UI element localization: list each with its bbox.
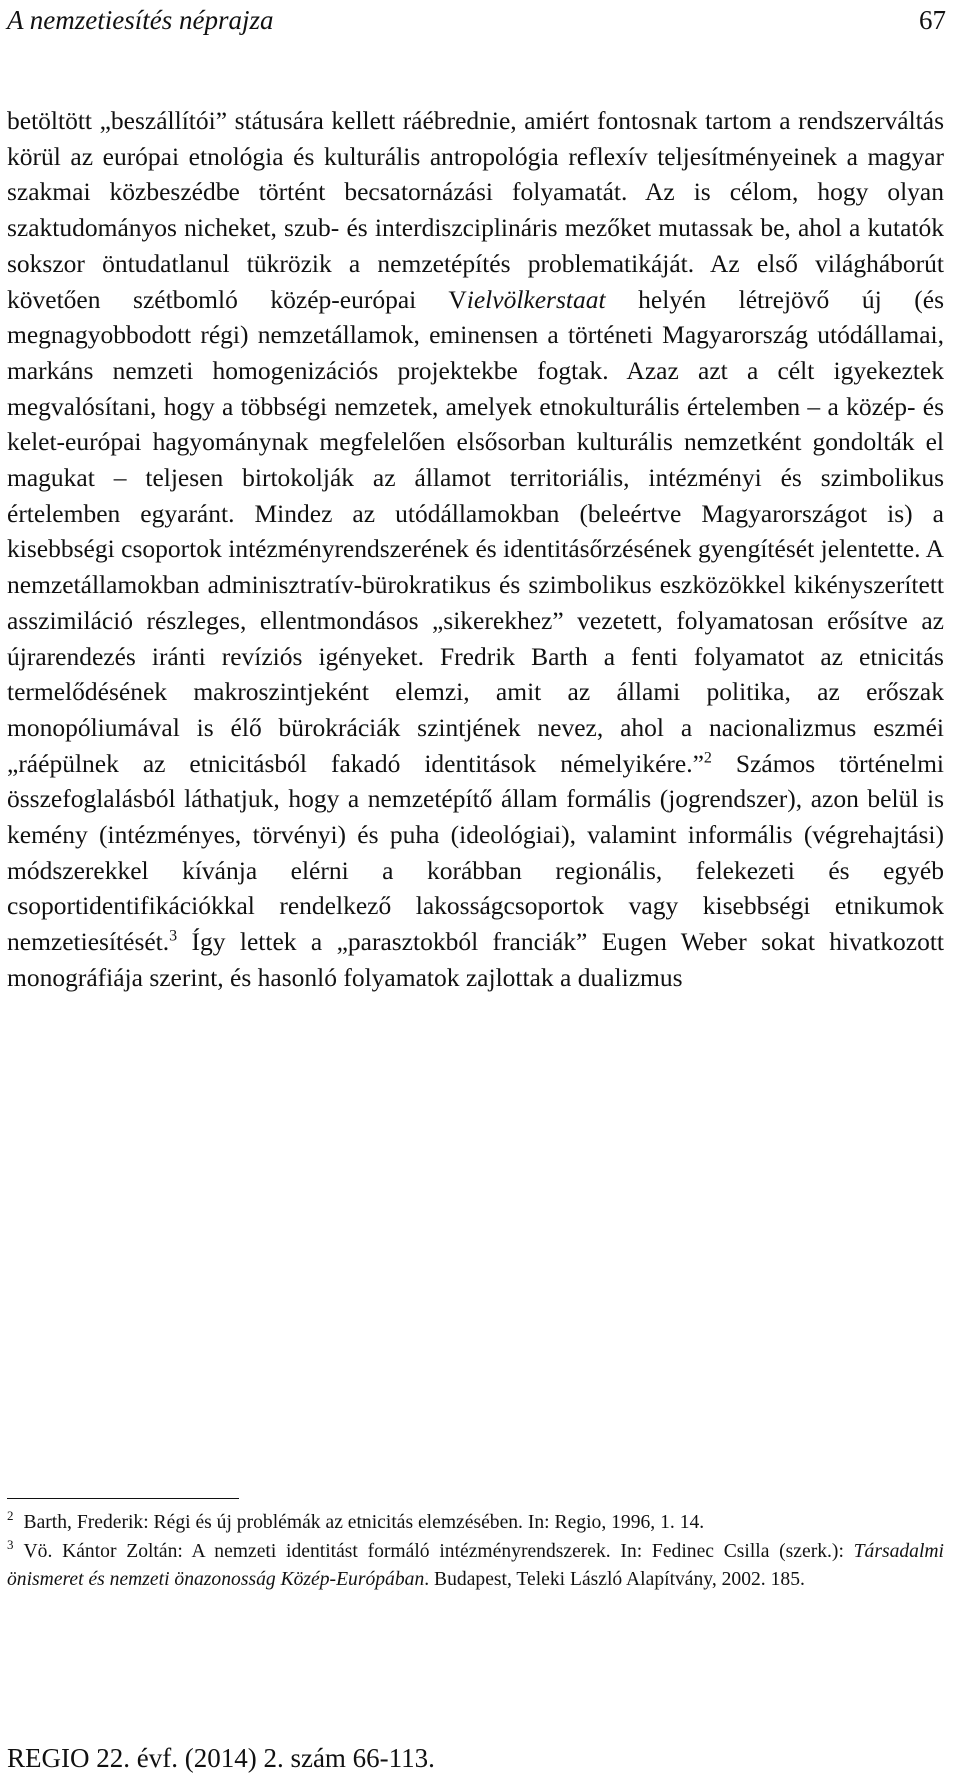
- running-header: [7, 2, 946, 38]
- footnote-text-end: . Budapest, Teleki László Alapítvány, 2002. 185.: [424, 1569, 805, 1591]
- footnote-ref-3[interactable]: 3: [169, 927, 178, 945]
- italic-term: ielvölkerstaat: [466, 284, 606, 314]
- footnote-separator: [7, 1498, 239, 1499]
- footnote-text: Vö. Kántor Zoltán: A nemzeti identitást formáló intézményrendszerek. In: Fedinec Csilla (szerk.):: [23, 1540, 854, 1562]
- running-footer: REGIO 22. évf. (2014) 2. szám 66-113.: [7, 1743, 435, 1773]
- footnote-2: [7, 1509, 944, 1538]
- footnotes: [7, 1509, 944, 1595]
- footnote-number: 2: [7, 1508, 14, 1524]
- footnote-number: 3: [7, 1537, 14, 1553]
- running-title: A nemzetiesítés néprajza: [7, 5, 274, 35]
- paragraph-2-end: Így lettek a „parasztokból franciák” Eugen Weber sokat hivatkozott monográfiája szerint, és hasonló folyamatok zajlottak a dualizmus: [7, 927, 944, 992]
- page-number: 67: [919, 5, 946, 35]
- paragraph-2-middle: helyén létrejövő új (és megnagyobbodott régi) nemzetállamok, eminensen a történeti Magyarország utódállamai, markáns nemzeti homogenizációs projektekbe fogtak. Azaz azt a célt igyekeztek megvalósítani, hogy a többségi nemzetek, amelyek etnokulturális értelemben – a közép- és kelet-európai hagyománynak megfelelően elsősorban kulturális nemzetként gondolták el magukat – teljesen birtokolják az államot territoriális, intézményi és szimbolikus értelemben egyaránt. Mindez az utódállamokban (beleértve Magyarországot is) a kisebbségi csoportok intézményrendszerének és identitásőrzésének gyengítését jelentette. A nemzetállamokban adminisztratív-bürokratikus és szimbolikus eszközökkel kikényszerített asszimiláció részleges, ellentmondásos „sikerekhez” vezetett, folyamatosan erősítve az újrarendezés iránti revíziós igényeket. Fredrik Barth a fenti folyamatot az etnicitás termelődésének makroszintjeként elemzi, amit az állami politika, az erőszak monopóliumával is élő bürokráciák szintjének nevez, ahol a nacionalizmus eszméi „ráépülnek az etnicitásból fakadó identitások némelyikére.”: [7, 284, 944, 778]
- paragraph-1: betöltött „beszállítói” státusára kellett ráébrednie, amiért fontosnak tartom a rendszerváltás körül az európai etnológia és kulturális antropológia reflexív teljesítményeinek a magyar szakmai közbeszédbe történt becsatornázási folyamatát. Az is célom, hogy olyan szaktudományos nicheket, szub- és interdiszciplináris mezőket mutassak be, ahol a kutatók sokszor öntudatlanul tükrözik a nemzetépítés problematikáját.: [7, 106, 944, 278]
- footnote-italic-title: Társadalmi önismeret és nemzeti önazonosság Közép-Európában: [7, 1540, 944, 1591]
- paragraph-2-start: Az első világháborút követően szétbomló közép-európai V: [7, 248, 945, 314]
- footnote-text: Barth, Frederik: Régi és új problémák az etnicitás elemzésében. In: Regio, 1996, 1. 14.: [23, 1512, 705, 1533]
- footnote-ref-2[interactable]: 2: [703, 749, 712, 767]
- body-paragraph: [7, 103, 944, 996]
- paragraph-2-continued: Számos történelmi összefoglalásból láthatjuk, hogy a nemzetépítő állam formális (jogrendszer), azon belül is kemény (intézményes, törvényi) és puha (ideológiai), valamint informális (végrehajtási) módszerekkel kívánja elérni a korábban regionális, felekezeti és egyéb csoportidentifikációkkal rendelkező lakosságcsoportok vagy kisebbségi etnikumok nemzetiesítését.: [7, 748, 944, 957]
- footnote-3: [7, 1538, 944, 1595]
